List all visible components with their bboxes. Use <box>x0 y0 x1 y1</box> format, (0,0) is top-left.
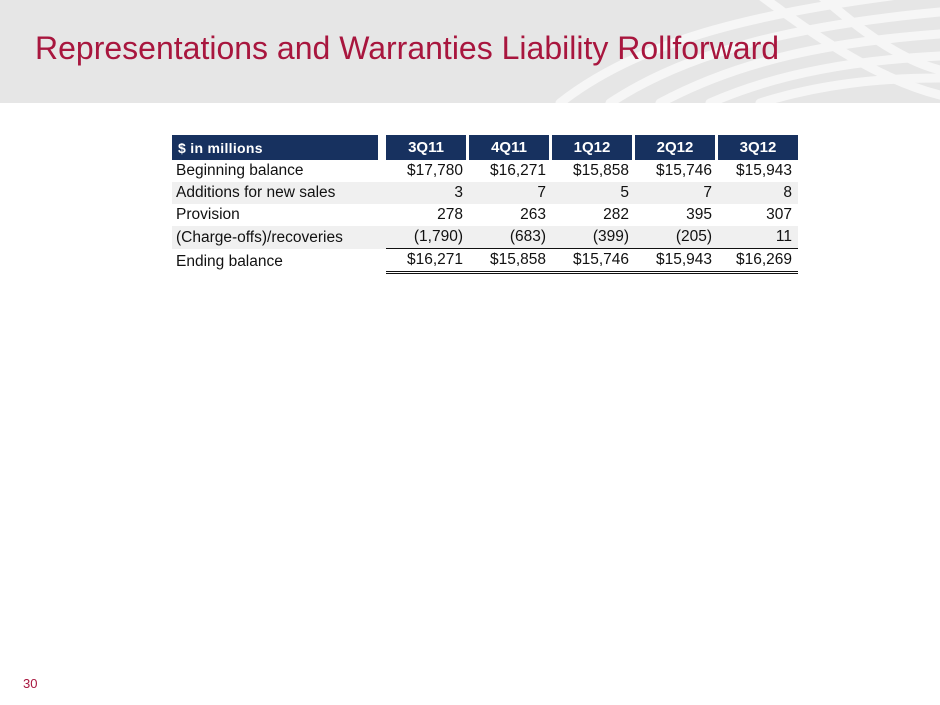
table-row-ending-balance <box>172 249 798 274</box>
table-cell: $15,746 <box>552 249 635 274</box>
header-band <box>0 0 940 103</box>
table-row-beginning-balance <box>172 160 798 182</box>
table-cell: 11 <box>718 226 798 249</box>
rollforward-table-container <box>172 135 798 274</box>
row-label: (Charge-offs)/recoveries <box>172 226 386 249</box>
page-title: Representations and Warranties Liability Rollforward <box>35 30 780 66</box>
table-cell: 263 <box>520 206 546 223</box>
column-header-2q12: 2Q12 <box>635 135 718 160</box>
page-number: 30 <box>23 676 38 691</box>
table-cell: $17,780 <box>406 162 463 179</box>
column-header-4q11: 4Q11 <box>469 135 552 160</box>
table-row-charge-offs <box>172 226 798 249</box>
table-cell: $15,943 <box>735 162 792 179</box>
table-cell: $16,271 <box>386 249 469 274</box>
table-cell: (683) <box>469 226 552 249</box>
row-label: Beginning balance <box>176 162 304 179</box>
table-cell: (205) <box>635 226 718 249</box>
column-header-1q12: 1Q12 <box>552 135 635 160</box>
table-cell: (1,790) <box>386 226 469 249</box>
table-cell: $16,271 <box>489 162 546 179</box>
table-cell: 282 <box>603 206 629 223</box>
table-cell: 278 <box>437 206 463 223</box>
table-cell: 307 <box>766 206 792 223</box>
column-header-3q11: 3Q11 <box>386 135 469 160</box>
table-cell: $15,746 <box>655 162 712 179</box>
table-cell: 5 <box>552 182 635 204</box>
rollforward-table <box>172 135 798 274</box>
table-row-provision <box>172 204 798 226</box>
table-cell: $15,858 <box>572 162 629 179</box>
table-cell: $16,269 <box>718 249 798 274</box>
row-label: Provision <box>176 206 240 223</box>
row-label: Ending balance <box>176 252 283 270</box>
table-cell: 7 <box>635 182 718 204</box>
table-header-row <box>172 135 798 160</box>
table-cell: $15,943 <box>635 249 718 274</box>
table-cell: $15,858 <box>469 249 552 274</box>
column-header-3q12: 3Q12 <box>718 135 798 160</box>
unit-label-header: $ in millions <box>172 135 386 160</box>
table-cell: 8 <box>718 182 798 204</box>
row-label: Additions for new sales <box>172 182 386 204</box>
table-row-additions <box>172 182 798 204</box>
table-cell: 3 <box>386 182 469 204</box>
table-cell: 395 <box>686 206 712 223</box>
table-cell: 7 <box>469 182 552 204</box>
table-cell: (399) <box>552 226 635 249</box>
